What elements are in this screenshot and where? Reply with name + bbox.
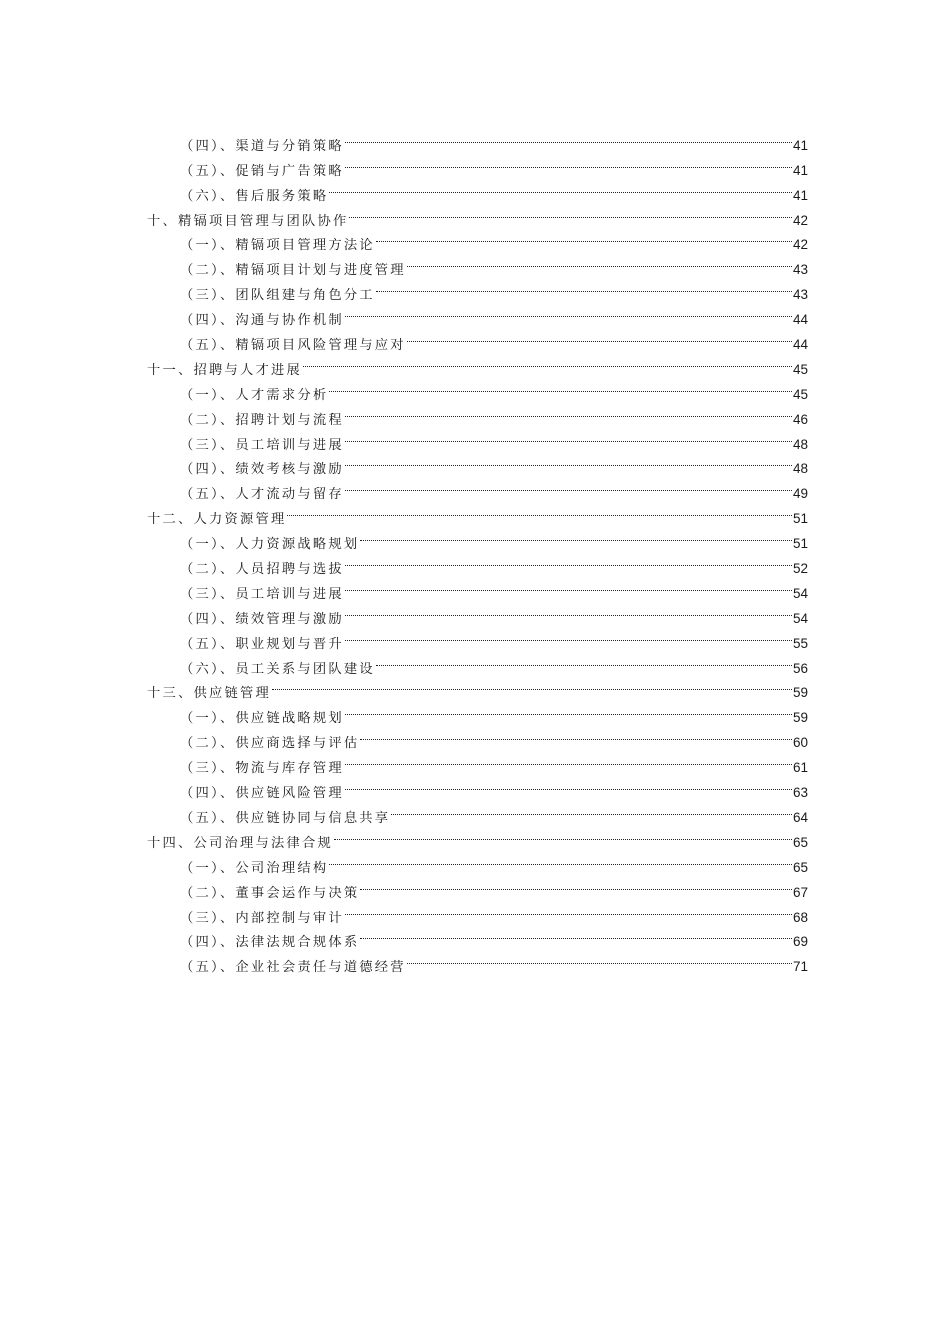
toc-entry-label: （三）、员工培训与进展 [180,437,344,453]
toc-dot-leader [407,946,792,971]
toc-page-number: 41 [792,162,808,178]
toc-dot-leader [345,125,792,150]
toc-entry-label: （四）、法律法规合规体系 [180,935,360,951]
toc-entry-label: （二）、董事会运作与决策 [180,885,360,901]
toc-entry-label: （四）、绩效管理与激励 [180,611,344,627]
toc-entry-label: （四）、绩效考核与激励 [180,462,344,478]
toc-entry-label: 十三、供应链管理 [147,686,271,702]
toc-dot-leader [376,225,792,250]
toc-entry-label: （二）、招聘计划与流程 [180,412,344,428]
toc-page-number: 51 [792,511,808,527]
toc-entry-label: （五）、人才流动与留存 [180,487,344,503]
toc-entry-label: （六）、售后服务策略 [180,188,329,204]
toc-dot-leader [345,623,792,648]
toc-dot-leader [407,324,792,349]
toc-entry-label: （一）、供应链战略规划 [180,711,344,727]
toc-entry-label: （三）、员工培训与进展 [180,586,344,602]
toc-entry-label: 十二、人力资源管理 [147,512,287,528]
toc-entry-label: 十四、公司治理与法律合规 [147,835,333,851]
toc-section-entry[interactable] [147,125,808,154]
toc-dot-leader [391,797,792,822]
toc-entry-label: （三）、物流与库存管理 [180,761,344,777]
toc-page-number: 60 [792,735,808,751]
toc-page-number: 63 [792,785,808,801]
toc-dot-leader [345,473,792,498]
toc-page-number: 54 [792,610,808,626]
toc-dot-leader [407,249,792,274]
toc-dot-leader [345,598,792,623]
toc-dot-leader [345,697,792,722]
toc-page-number: 51 [792,536,808,552]
toc-entry-label: 十一、招聘与人才进展 [147,362,302,378]
toc-page-number: 49 [792,486,808,502]
toc-page-number: 67 [792,884,808,900]
toc-page-number: 46 [792,411,808,427]
toc-dot-leader [345,548,792,573]
toc-entry-label: （五）、精镉项目风险管理与应对 [180,338,406,354]
toc-page-number: 45 [792,386,808,402]
toc-page-number: 59 [792,710,808,726]
toc-page-number: 44 [792,337,808,353]
toc-page-number: 45 [792,361,808,377]
table-of-contents [147,125,808,976]
toc-entry-label: （二）、人员招聘与选拔 [180,562,344,578]
toc-dot-leader [345,424,792,449]
toc-dot-leader [345,150,792,175]
toc-dot-leader [345,449,792,474]
toc-entry-label: （五）、促销与广告策略 [180,163,344,179]
toc-page-number: 59 [792,685,808,701]
toc-page-number: 48 [792,461,808,477]
toc-dot-leader [349,200,792,225]
toc-dot-leader [329,175,792,200]
toc-dot-leader [287,498,791,523]
toc-entry-label: （一）、人力资源战略规划 [180,537,360,553]
toc-dot-leader [376,648,792,673]
toc-entry-label: （四）、渠道与分销策略 [180,138,344,154]
toc-entry-label: （二）、供应商选择与评估 [180,736,360,752]
toc-page-number: 48 [792,436,808,452]
toc-entry-label: （三）、团队组建与角色分工 [180,288,375,304]
toc-page-number: 42 [792,237,808,253]
toc-dot-leader [376,274,792,299]
toc-page-number: 65 [792,859,808,875]
toc-dot-leader [360,872,792,897]
toc-entry-label: （二）、精镉项目计划与进度管理 [180,263,406,279]
toc-entry-label: （一）、人才需求分析 [180,387,329,403]
toc-dot-leader [345,772,792,797]
toc-page-number: 52 [792,561,808,577]
toc-page-number: 71 [792,959,808,975]
toc-page-number: 69 [792,934,808,950]
toc-page-number: 61 [792,760,808,776]
toc-page-number: 65 [792,834,808,850]
toc-entry-label: （五）、企业社会责任与道德经营 [180,960,406,976]
toc-dot-leader [272,673,792,698]
toc-dot-leader [345,573,792,598]
toc-page-number: 54 [792,585,808,601]
toc-page-number: 64 [792,809,808,825]
toc-dot-leader [303,349,792,374]
toc-page-number: 44 [792,312,808,328]
toc-dot-leader [345,399,792,424]
toc-dot-leader [360,523,792,548]
toc-dot-leader [345,897,792,922]
toc-entry-label: （四）、沟通与协作机制 [180,313,344,329]
toc-entry-label: （一）、公司治理结构 [180,860,329,876]
toc-entry-label: （五）、供应链协同与信息共享 [180,810,391,826]
toc-page-number: 55 [792,635,808,651]
toc-page-number: 42 [792,212,808,228]
toc-page-number: 43 [792,262,808,278]
toc-entry-label: 十、精镉项目管理与团队协作 [147,213,349,229]
toc-page-number: 41 [792,187,808,203]
toc-entry-label: （四）、供应链风险管理 [180,786,344,802]
toc-dot-leader [329,374,792,399]
toc-page-number: 41 [792,137,808,153]
toc-dot-leader [345,747,792,772]
toc-page-number: 68 [792,909,808,925]
toc-dot-leader [360,722,792,747]
toc-dot-leader [345,299,792,324]
toc-entry-label: （六）、员工关系与团队建设 [180,661,375,677]
toc-page-number: 56 [792,660,808,676]
toc-entry-label: （三）、内部控制与审计 [180,910,344,926]
toc-dot-leader [329,847,792,872]
toc-dot-leader [334,822,792,847]
toc-entry-label: （一）、精镉项目管理方法论 [180,238,375,254]
toc-dot-leader [360,922,792,947]
toc-entry-label: （五）、职业规划与晋升 [180,636,344,652]
toc-page-number: 43 [792,287,808,303]
